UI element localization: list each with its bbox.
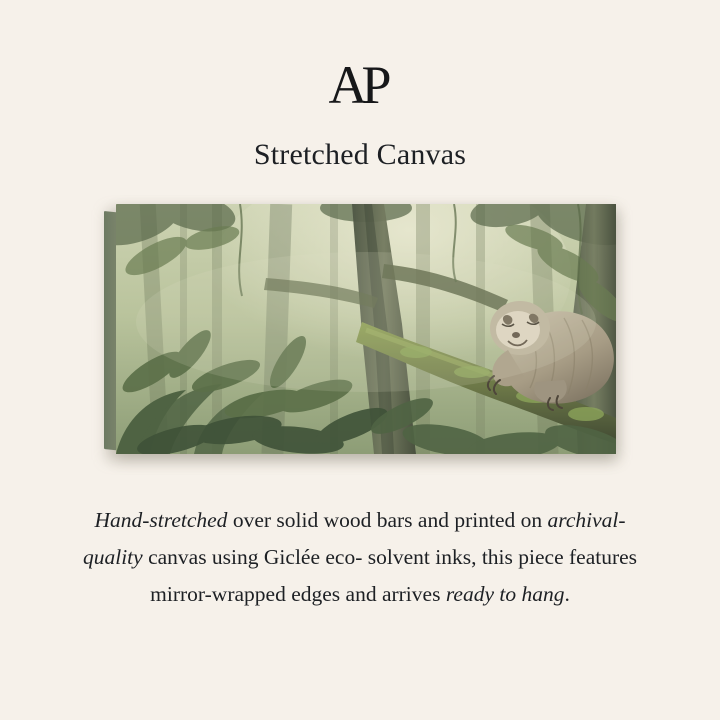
- artwork-illustration: [116, 204, 616, 454]
- description-emphasis-hand-stretched: Hand-stretched: [94, 508, 228, 532]
- brand-logo: [328, 55, 392, 115]
- brand-logo-letter-p: P: [361, 55, 392, 115]
- product-description: [80, 502, 640, 613]
- jungle-sloth-painting-svg: [116, 204, 616, 454]
- description-text-3: canvas using Giclée eco-: [142, 544, 363, 569]
- description-text-6: .: [564, 581, 570, 606]
- page-title: Stretched Canvas: [253, 138, 467, 171]
- description-text-2: on: [520, 508, 548, 532]
- brand-logo-letter-a: A: [328, 55, 362, 115]
- description-emphasis-ready-to-hang: ready to hang: [445, 581, 565, 606]
- canvas-product-image: [104, 204, 616, 456]
- description-text-5: edges and arrives: [291, 581, 446, 606]
- description-text-1: over solid wood bars and printed: [227, 508, 516, 532]
- description-emphasis-archival-quality: archival-quality: [82, 508, 626, 569]
- description-text-4: solvent inks, this piece features mirror-wrapped: [150, 544, 638, 606]
